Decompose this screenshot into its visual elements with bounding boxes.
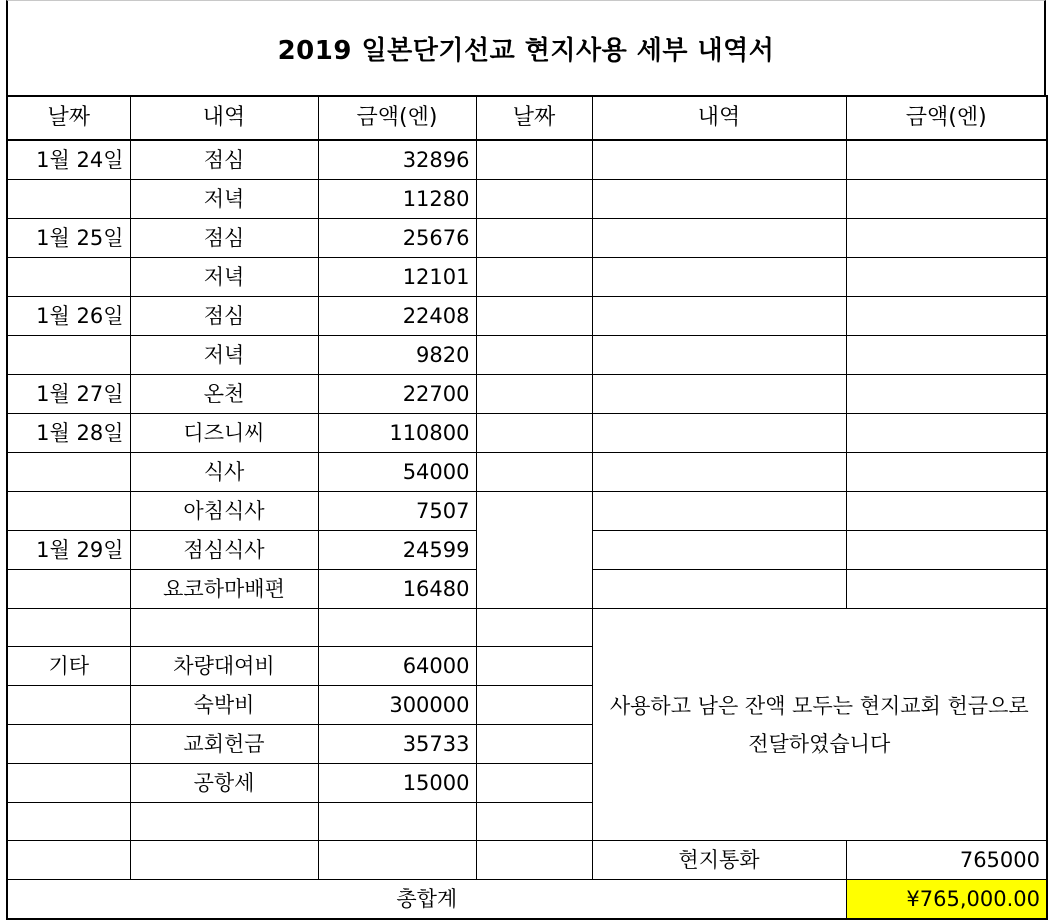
item-cell[interactable] — [130, 841, 318, 880]
date-cell[interactable] — [7, 764, 130, 803]
table-row — [7, 297, 1047, 336]
amount-cell[interactable]: 24599 — [318, 531, 476, 570]
item-cell[interactable]: 교회헌금 — [130, 725, 318, 764]
table-row — [7, 492, 1047, 531]
header-amount[interactable]: 금액(엔) — [318, 96, 476, 140]
note-cell[interactable]: 사용하고 남은 잔액 모두는 현지교회 헌금으로 전달하였습니다 — [592, 609, 1047, 841]
empty-cell[interactable] — [476, 609, 592, 647]
header-date-2[interactable]: 날짜 — [476, 96, 592, 140]
date-cell[interactable] — [7, 841, 130, 880]
item-cell[interactable]: 점심 — [130, 140, 318, 180]
date-cell[interactable]: 기타 — [7, 647, 130, 686]
amount-cell[interactable]: 32896 — [318, 140, 476, 180]
amount-cell[interactable]: 9820 — [318, 336, 476, 375]
date-cell[interactable]: 1월 24일 — [7, 140, 130, 180]
table-row — [7, 336, 1047, 375]
empty-cell[interactable] — [592, 570, 846, 609]
item-cell[interactable]: 공항세 — [130, 764, 318, 803]
empty-cell[interactable] — [476, 336, 592, 375]
empty-cell[interactable] — [592, 375, 846, 414]
empty-cell[interactable] — [476, 725, 592, 764]
empty-cell[interactable] — [592, 140, 846, 180]
amount-cell[interactable]: 25676 — [318, 219, 476, 258]
amount-cell[interactable] — [318, 841, 476, 880]
empty-cell[interactable] — [592, 180, 846, 219]
empty-cell[interactable] — [846, 531, 1047, 570]
date-cell[interactable] — [7, 453, 130, 492]
item-cell[interactable]: 점심식사 — [130, 531, 318, 570]
local-currency-value[interactable]: 765000 — [846, 841, 1047, 880]
empty-cell[interactable] — [476, 647, 592, 686]
item-cell[interactable]: 차량대여비 — [130, 647, 318, 686]
total-value[interactable]: ¥765,000.00 — [846, 880, 1047, 920]
date-cell[interactable] — [7, 336, 130, 375]
item-cell[interactable]: 아침식사 — [130, 492, 318, 531]
item-cell[interactable] — [130, 609, 318, 647]
table-row — [7, 140, 1047, 180]
empty-cell[interactable] — [476, 297, 592, 336]
empty-cell[interactable] — [592, 492, 846, 531]
empty-cell[interactable] — [846, 219, 1047, 258]
empty-cell[interactable] — [846, 180, 1047, 219]
empty-cell[interactable] — [592, 414, 846, 453]
item-cell[interactable]: 디즈니씨 — [130, 414, 318, 453]
amount-cell[interactable]: 7507 — [318, 492, 476, 531]
date-cell[interactable] — [7, 570, 130, 609]
item-cell[interactable]: 저녁 — [130, 180, 318, 219]
table-row — [7, 258, 1047, 297]
empty-cell[interactable] — [592, 336, 846, 375]
empty-cell[interactable] — [476, 686, 592, 725]
item-cell[interactable] — [130, 803, 318, 841]
empty-cell[interactable] — [476, 219, 592, 258]
table-row — [7, 180, 1047, 219]
amount-cell[interactable]: 64000 — [318, 647, 476, 686]
empty-cell[interactable] — [846, 375, 1047, 414]
merged-empty-cell[interactable] — [476, 492, 592, 609]
sheet-title[interactable]: 2019 일본단기선교 현지사용 세부 내역서 — [6, 0, 1046, 95]
header-item[interactable]: 내역 — [130, 96, 318, 140]
empty-cell[interactable] — [592, 258, 846, 297]
empty-cell[interactable] — [476, 375, 592, 414]
total-label[interactable]: 총합계 — [7, 880, 846, 920]
date-cell[interactable] — [7, 725, 130, 764]
empty-cell[interactable] — [846, 570, 1047, 609]
empty-cell[interactable] — [476, 841, 592, 880]
amount-cell[interactable]: 22700 — [318, 375, 476, 414]
empty-cell[interactable] — [476, 414, 592, 453]
total-row — [7, 880, 1047, 920]
date-cell[interactable] — [7, 803, 130, 841]
item-cell[interactable]: 요코하마배편 — [130, 570, 318, 609]
table-row — [7, 414, 1047, 453]
empty-cell[interactable] — [846, 336, 1047, 375]
table-row — [7, 609, 1047, 647]
amount-cell[interactable]: 110800 — [318, 414, 476, 453]
amount-cell[interactable] — [318, 609, 476, 647]
amount-cell[interactable]: 22408 — [318, 297, 476, 336]
empty-cell[interactable] — [846, 297, 1047, 336]
amount-cell[interactable]: 54000 — [318, 453, 476, 492]
table-row — [7, 841, 1047, 880]
table-row — [7, 219, 1047, 258]
empty-cell[interactable] — [592, 531, 846, 570]
date-cell[interactable] — [7, 609, 130, 647]
empty-cell[interactable] — [846, 492, 1047, 531]
date-cell[interactable]: 1월 28일 — [7, 414, 130, 453]
empty-cell[interactable] — [476, 140, 592, 180]
header-row — [7, 96, 1047, 140]
date-cell[interactable]: 1월 26일 — [7, 297, 130, 336]
item-cell[interactable]: 저녁 — [130, 258, 318, 297]
header-date[interactable]: 날짜 — [7, 96, 130, 140]
amount-cell[interactable] — [318, 803, 476, 841]
table-row — [7, 375, 1047, 414]
item-cell[interactable]: 식사 — [130, 453, 318, 492]
item-cell[interactable]: 점심 — [130, 297, 318, 336]
table-row — [7, 453, 1047, 492]
empty-cell[interactable] — [846, 414, 1047, 453]
expense-table — [6, 95, 1048, 920]
amount-cell[interactable]: 16480 — [318, 570, 476, 609]
empty-cell[interactable] — [846, 453, 1047, 492]
empty-cell[interactable] — [476, 453, 592, 492]
empty-cell[interactable] — [846, 258, 1047, 297]
amount-cell[interactable]: 15000 — [318, 764, 476, 803]
empty-cell[interactable] — [846, 140, 1047, 180]
amount-cell[interactable]: 11280 — [318, 180, 476, 219]
amount-cell[interactable]: 35733 — [318, 725, 476, 764]
item-cell[interactable]: 저녁 — [130, 336, 318, 375]
date-cell[interactable]: 1월 29일 — [7, 531, 130, 570]
date-cell[interactable]: 1월 25일 — [7, 219, 130, 258]
empty-cell[interactable] — [476, 258, 592, 297]
date-cell[interactable] — [7, 492, 130, 531]
date-cell[interactable] — [7, 686, 130, 725]
empty-cell[interactable] — [592, 297, 846, 336]
empty-cell[interactable] — [476, 180, 592, 219]
date-cell[interactable] — [7, 258, 130, 297]
local-currency-label[interactable]: 현지통화 — [592, 841, 846, 880]
empty-cell[interactable] — [476, 764, 592, 803]
amount-cell[interactable]: 300000 — [318, 686, 476, 725]
item-cell[interactable]: 온천 — [130, 375, 318, 414]
date-cell[interactable]: 1월 27일 — [7, 375, 130, 414]
date-cell[interactable] — [7, 180, 130, 219]
empty-cell[interactable] — [592, 219, 846, 258]
empty-cell[interactable] — [592, 453, 846, 492]
empty-cell[interactable] — [476, 803, 592, 841]
header-amount-2[interactable]: 금액(엔) — [846, 96, 1047, 140]
item-cell[interactable]: 숙박비 — [130, 686, 318, 725]
item-cell[interactable]: 점심 — [130, 219, 318, 258]
amount-cell[interactable]: 12101 — [318, 258, 476, 297]
header-item-2[interactable]: 내역 — [592, 96, 846, 140]
